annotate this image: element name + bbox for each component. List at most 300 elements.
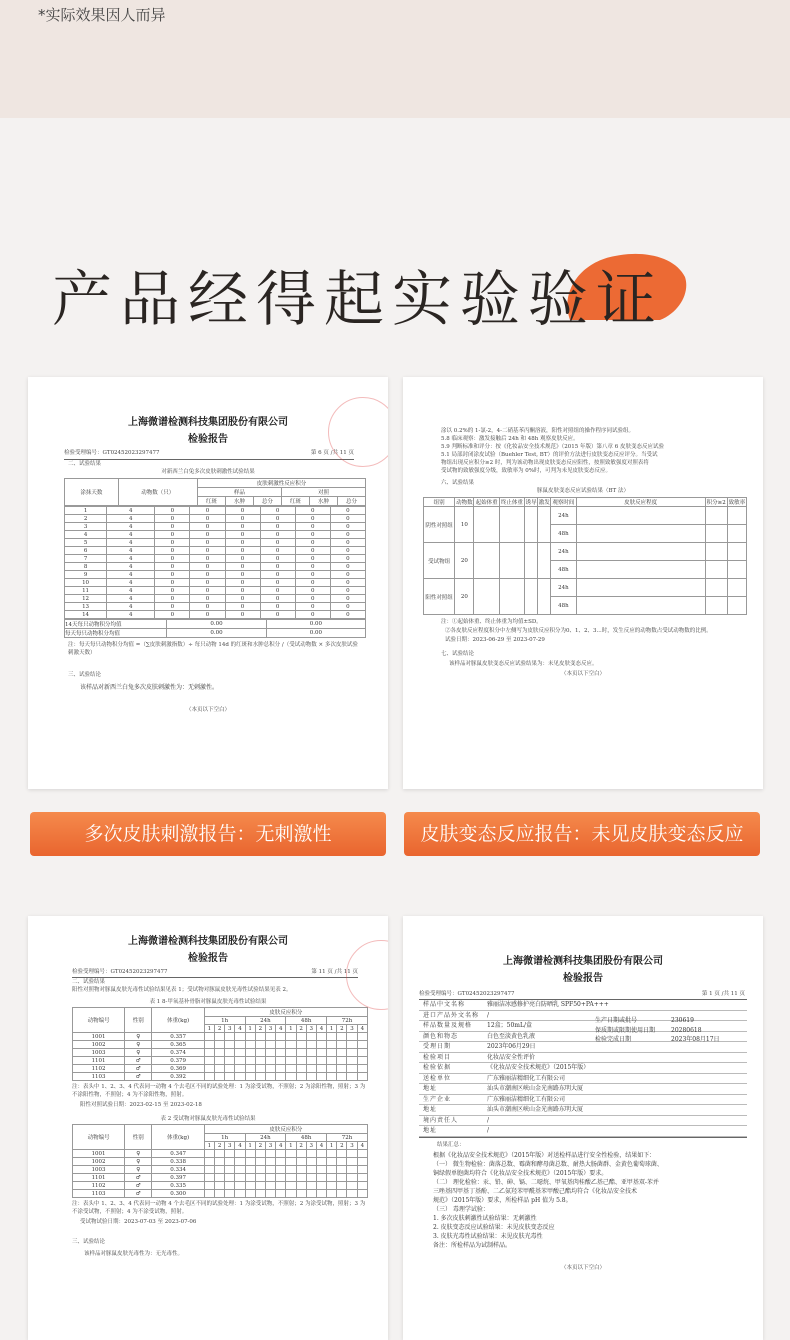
score-cell — [215, 1166, 225, 1174]
score-cell — [225, 1041, 235, 1049]
sex-cell: ♂ — [125, 1057, 152, 1065]
col-header: 24h — [245, 1017, 286, 1025]
info-value: 雅丽洁冰感修护亮白防晒乳 SPF50+PA+++ — [487, 1001, 609, 1008]
score-cell: 0 — [330, 595, 365, 603]
sex-cell: ♂ — [125, 1065, 152, 1073]
score-cell — [327, 1057, 337, 1065]
score-cell — [245, 1033, 255, 1041]
score-cell — [337, 1057, 347, 1065]
page-number: 第 1 页 /共 11 页 — [701, 991, 745, 997]
score-cell — [255, 1065, 265, 1073]
info-value: 2023年06月29日 — [487, 1043, 536, 1050]
table-header — [73, 1125, 368, 1134]
score-cell — [276, 1158, 286, 1166]
score-cell — [306, 1057, 316, 1065]
section-heading: 七、试验结论 — [441, 651, 475, 657]
info-row — [419, 1084, 747, 1095]
col-header: 皮肤反应积分 — [204, 1125, 367, 1134]
col-header: 红斑 — [281, 497, 309, 506]
score-cell — [245, 1182, 255, 1190]
col-header: 1h — [204, 1017, 245, 1025]
score-cell — [225, 1073, 235, 1081]
score-cell — [204, 1166, 214, 1174]
score-cell — [265, 1033, 275, 1041]
score-cell: 0 — [190, 579, 225, 587]
score-cell: 0 — [155, 515, 190, 523]
info-value: 《化妆品安全技术规范》（2015年版） — [487, 1064, 590, 1071]
score-cell — [215, 1158, 225, 1166]
elicit-cell — [538, 579, 551, 615]
table-row — [65, 547, 366, 555]
score-cell — [357, 1065, 367, 1073]
section-header — [0, 232, 790, 342]
report-phototoxicity — [28, 916, 388, 1340]
score-cell — [255, 1073, 265, 1081]
table-row — [65, 595, 366, 603]
score-cell — [245, 1073, 255, 1081]
score-cell: 0 — [225, 603, 260, 611]
info-label: 受理日期 — [423, 1043, 452, 1050]
score-cell: 0 — [260, 603, 295, 611]
score-cell — [357, 1049, 367, 1057]
score-cell: 0 — [260, 563, 295, 571]
time-cell: 48h — [551, 561, 576, 579]
score-cell — [255, 1033, 265, 1041]
score-cell — [215, 1190, 225, 1198]
summary-line: 规范》（2015年版）要求，所检样品 pH 值为 5.8。 — [433, 1196, 572, 1204]
info-value: 广东雅丽洁精细化工有限公司 — [487, 1095, 566, 1103]
score-cell: 0 — [295, 515, 330, 523]
info-value: 汕头市潮南区峡山金光南路东明大厦 — [487, 1085, 584, 1092]
score-cell: 0 — [190, 515, 225, 523]
col-header: 3 — [347, 1025, 357, 1033]
score-cell — [276, 1041, 286, 1049]
score-cell: 0 — [295, 571, 330, 579]
score-cell: 0 — [155, 587, 190, 595]
score-cell — [286, 1041, 296, 1049]
score-cell — [225, 1166, 235, 1174]
summary-line: （一） 微生物检验：菌落总数、霉菌和酵母菌总数、耐热大肠菌群、金黄色葡萄球菌、 — [433, 1160, 663, 1168]
score-cell: 0 — [155, 611, 190, 619]
score-cell: 0 — [260, 595, 295, 603]
day-cell: 6 — [65, 547, 107, 555]
conclusion-text: 该样品对豚鼠皮肤变态反应试验结果为：未见皮肤变态反应。 — [449, 661, 598, 667]
col-header: 1 — [204, 1142, 214, 1150]
col-header: 红斑 — [197, 497, 225, 506]
table-row — [73, 1033, 368, 1041]
score-cell — [235, 1150, 245, 1158]
col-header: 1 — [286, 1025, 296, 1033]
score-cell — [306, 1049, 316, 1057]
score-cell — [255, 1150, 265, 1158]
score-cell — [245, 1057, 255, 1065]
score-cell: 0 — [260, 539, 295, 547]
page-number: 第 6 页 /共 11 页 — [310, 450, 354, 456]
score-cell — [235, 1049, 245, 1057]
score-cell — [265, 1174, 275, 1182]
info-label: 进口产品外文名称 — [423, 1011, 480, 1019]
score-cell — [265, 1041, 275, 1049]
score-cell — [265, 1049, 275, 1057]
score-cell: 0 — [225, 579, 260, 587]
blank-note: （本页以下空白） — [560, 671, 605, 677]
irritation-table-body — [64, 506, 366, 619]
time-cell: 48h — [551, 597, 576, 615]
col-header: 诱导 — [524, 498, 537, 507]
score-cell — [235, 1174, 245, 1182]
score-cell — [327, 1150, 337, 1158]
score-cell: 0 — [260, 555, 295, 563]
score-cell — [576, 597, 705, 615]
score-cell — [235, 1033, 245, 1041]
table-title: 对新西兰白兔多次皮肤刺激性试验结果 — [161, 469, 255, 475]
score-cell — [215, 1057, 225, 1065]
col-header: 观察时间 — [551, 498, 576, 507]
animal-count: 4 — [107, 515, 155, 523]
sex-cell: ♀ — [125, 1049, 152, 1057]
info-label: 生产企业 — [423, 1095, 452, 1103]
weight-cell: 0.347 — [152, 1150, 204, 1158]
score-cell — [235, 1190, 245, 1198]
col-header: 动物编号 — [73, 1125, 125, 1150]
score-cell — [276, 1049, 286, 1057]
method-line: 5.9 判断标准和评分：按《化妆品安全技术规范》（2015 年版）第八章 6 皮肤变态反应试验 — [441, 444, 664, 450]
score-cell: 0 — [225, 507, 260, 515]
table-row — [65, 555, 366, 563]
score-cell: 0 — [260, 587, 295, 595]
score-cell: 0 — [295, 547, 330, 555]
score-cell — [306, 1073, 316, 1081]
section-heading: 六、试验结果 — [441, 480, 475, 486]
score-cell — [576, 507, 705, 525]
count-cell: 20 — [455, 579, 474, 615]
score-cell: 0 — [190, 611, 225, 619]
score-cell: 0 — [330, 531, 365, 539]
info-row — [595, 1035, 745, 1045]
day-cell: 5 — [65, 539, 107, 547]
score-cell — [265, 1182, 275, 1190]
weight-cell: 0.379 — [152, 1057, 204, 1065]
col-header: 2 — [255, 1142, 265, 1150]
animal-count: 4 — [107, 523, 155, 531]
weight-cell: 0.392 — [152, 1073, 204, 1081]
report-skin-sensitization — [403, 377, 763, 789]
score-cell — [225, 1057, 235, 1065]
report-summary — [403, 916, 763, 1340]
weight-cell: 0.338 — [152, 1158, 204, 1166]
summary-line: 3. 皮肤光毒性试验结果：未见皮肤光毒性 — [433, 1232, 543, 1240]
weight-cell: 0.365 — [152, 1041, 204, 1049]
col-header: 3 — [225, 1142, 235, 1150]
score-cell — [204, 1150, 214, 1158]
table-row — [65, 515, 366, 523]
sex-cell: ♀ — [125, 1166, 152, 1174]
info-row — [419, 1063, 747, 1074]
pos-count — [705, 525, 727, 543]
method-line: 物组出现反应积分≥2 时，判为该动物出现皮肤变态反应阳性，按照致敏强度对照表将 — [441, 460, 649, 466]
company-name: 上海微谱检测科技集团股份有限公司 — [128, 417, 288, 428]
time-cell: 24h — [551, 579, 576, 597]
score-cell — [286, 1190, 296, 1198]
score-cell — [306, 1033, 316, 1041]
score-cell — [265, 1158, 275, 1166]
score-cell — [306, 1174, 316, 1182]
test-date: 试验日期：2023-06-29 至 2023-07-29 — [445, 637, 545, 643]
score-cell — [204, 1073, 214, 1081]
table-row — [424, 507, 747, 525]
score-cell: 0 — [330, 515, 365, 523]
table-title: 表 2 受试物对豚鼠皮肤光毒性试验结果 — [160, 1116, 256, 1122]
id-cell: 1101 — [73, 1057, 125, 1065]
info-label: 样品数量及规格 — [423, 1022, 473, 1029]
day-cell: 2 — [65, 515, 107, 523]
score-cell — [316, 1033, 326, 1041]
score-cell — [357, 1182, 367, 1190]
score-cell — [235, 1073, 245, 1081]
score-cell — [255, 1041, 265, 1049]
animal-count: 4 — [107, 603, 155, 611]
group-cell: 阴性对照组 — [424, 507, 455, 543]
id-cell: 1001 — [73, 1150, 125, 1158]
score-cell: 0 — [330, 611, 365, 619]
score-cell: 0 — [155, 539, 190, 547]
score-cell — [235, 1166, 245, 1174]
time-cell: 24h — [551, 507, 576, 525]
score-cell — [215, 1033, 225, 1041]
info-label: 生产日期或批号 — [595, 1017, 638, 1024]
footnote: ②各皮肤反应程度积分中左侧写为皮肤反应积分为0、1、2、3...时，发生反应的动物数占受试动物数的比例。 — [445, 628, 712, 634]
score-cell — [327, 1182, 337, 1190]
col-header: 3 — [265, 1142, 275, 1150]
animal-count: 4 — [107, 547, 155, 555]
col-header: 2 — [337, 1025, 347, 1033]
info-row — [595, 1026, 745, 1036]
info-label: 送检单位 — [423, 1074, 452, 1082]
table-title: 表 1 8-甲氧基补骨脂对豚鼠皮肤光毒性试验结果 — [149, 999, 267, 1005]
score-cell — [286, 1073, 296, 1081]
col-header: 2 — [215, 1025, 225, 1033]
rate-cell — [727, 579, 746, 597]
day-cell: 7 — [65, 555, 107, 563]
score-cell: 0 — [155, 563, 190, 571]
score-cell — [347, 1033, 357, 1041]
score-cell — [327, 1065, 337, 1073]
score-cell — [337, 1174, 347, 1182]
score-cell — [337, 1158, 347, 1166]
col-header: 72h — [327, 1017, 368, 1025]
score-cell: 0 — [330, 563, 365, 571]
animal-count: 4 — [107, 539, 155, 547]
score-cell: 0 — [330, 539, 365, 547]
score-cell: 0 — [260, 507, 295, 515]
score-cell — [576, 525, 705, 543]
col-header: 对照 — [281, 488, 365, 497]
col-header: 皮肤反应积分 — [204, 1008, 367, 1017]
weight-cell — [474, 543, 499, 579]
col-header: 动物编号 — [73, 1008, 125, 1033]
company-name: 上海微谱检测科技集团股份有限公司 — [503, 956, 663, 967]
animal-count: 4 — [107, 555, 155, 563]
info-value: / — [487, 1127, 490, 1134]
col-header: 1 — [204, 1025, 214, 1033]
rate-cell — [727, 597, 746, 615]
score-cell — [286, 1033, 296, 1041]
info-label: 地址 — [423, 1106, 438, 1113]
score-cell — [337, 1065, 347, 1073]
score-cell — [337, 1073, 347, 1081]
weight-cell: 0.300 — [152, 1190, 204, 1198]
col-header: 1 — [327, 1025, 337, 1033]
animal-count: 4 — [107, 507, 155, 515]
score-cell: 0 — [330, 603, 365, 611]
score-cell — [286, 1065, 296, 1073]
score-cell — [215, 1065, 225, 1073]
score-cell: 0 — [155, 507, 190, 515]
score-cell — [215, 1041, 225, 1049]
score-cell — [204, 1065, 214, 1073]
score-cell — [357, 1033, 367, 1041]
weight-cell — [499, 579, 524, 615]
day-cell: 1 — [65, 507, 107, 515]
score-cell: 0 — [225, 571, 260, 579]
score-cell — [215, 1150, 225, 1158]
col-header: 致敏率 — [727, 498, 746, 507]
col-header: 48h — [286, 1134, 327, 1142]
score-cell: 0 — [330, 579, 365, 587]
score-cell — [235, 1041, 245, 1049]
score-cell — [296, 1182, 306, 1190]
score-cell — [204, 1182, 214, 1190]
report-title: 检验报告 — [188, 953, 228, 964]
info-label: 地址 — [423, 1127, 438, 1134]
table-row — [73, 1041, 368, 1049]
pos-count — [705, 543, 727, 561]
blank-note: （本页以下空白） — [185, 707, 230, 713]
col-header: 3 — [306, 1025, 316, 1033]
score-cell — [316, 1190, 326, 1198]
score-cell — [347, 1073, 357, 1081]
score-cell: 0 — [155, 603, 190, 611]
score-cell — [255, 1158, 265, 1166]
method-line: 5.1 局部封闭涂皮试验（Buehler Test, BT）的评价方法进行皮肤变态反应评分。当受试 — [441, 452, 658, 458]
score-cell — [204, 1033, 214, 1041]
test-date: 阳性对照试验日期：2023-02-15 至 2023-02-18 — [80, 1102, 202, 1108]
col-header: 积分≥2 — [705, 498, 727, 507]
day-cell: 10 — [65, 579, 107, 587]
pos-count — [705, 561, 727, 579]
table-row — [73, 1182, 368, 1190]
col-header: 3 — [225, 1025, 235, 1033]
rate-cell — [727, 561, 746, 579]
col-header: 涂抹天数 — [65, 479, 119, 506]
table-row — [65, 587, 366, 595]
score-cell — [296, 1190, 306, 1198]
table-row — [73, 1166, 368, 1174]
id-cell: 1002 — [73, 1041, 125, 1049]
score-cell: 0 — [190, 523, 225, 531]
info-value: 20280618 — [671, 1026, 702, 1034]
score-cell — [276, 1033, 286, 1041]
table-row — [73, 1065, 368, 1073]
table-row — [65, 539, 366, 547]
score-cell — [306, 1166, 316, 1174]
blank-note: （本页以下空白） — [560, 1264, 605, 1271]
weight-cell — [474, 507, 499, 543]
score-cell: 0 — [225, 531, 260, 539]
score-cell — [347, 1166, 357, 1174]
col-header: 水肿 — [225, 497, 253, 506]
weight-cell — [474, 579, 499, 615]
info-row — [419, 1095, 747, 1106]
score-cell: 0 — [260, 611, 295, 619]
score-cell — [204, 1190, 214, 1198]
score-cell — [225, 1190, 235, 1198]
info-label: 境内责任人 — [423, 1116, 459, 1124]
table-row — [73, 1057, 368, 1065]
score-cell — [255, 1182, 265, 1190]
score-cell: 0 — [190, 547, 225, 555]
col-header: 1 — [327, 1142, 337, 1150]
score-cell — [286, 1150, 296, 1158]
col-header: 动物数（只） — [118, 479, 197, 506]
score-cell — [357, 1150, 367, 1158]
phototox-table-positive — [72, 1007, 368, 1081]
score-cell — [204, 1057, 214, 1065]
info-row — [419, 1105, 747, 1116]
day-cell: 14 — [65, 611, 107, 619]
score-cell — [296, 1041, 306, 1049]
score-cell — [204, 1174, 214, 1182]
score-cell — [306, 1150, 316, 1158]
score-cell — [225, 1182, 235, 1190]
receipt-number: 检验受理编号：GT02452023297477 — [419, 991, 515, 997]
score-cell: 0 — [225, 555, 260, 563]
day-cell: 13 — [65, 603, 107, 611]
day-cell: 8 — [65, 563, 107, 571]
score-cell — [265, 1166, 275, 1174]
score-cell — [204, 1158, 214, 1166]
score-cell — [316, 1158, 326, 1166]
col-header: 起始体重 — [474, 498, 499, 507]
info-label: 颜色和物态 — [423, 1032, 459, 1040]
id-cell: 1003 — [73, 1049, 125, 1057]
animal-count: 4 — [107, 587, 155, 595]
score-cell — [235, 1182, 245, 1190]
score-cell — [276, 1057, 286, 1065]
score-cell — [245, 1150, 255, 1158]
sex-cell: ♀ — [125, 1033, 152, 1041]
score-cell — [286, 1166, 296, 1174]
score-cell — [357, 1190, 367, 1198]
score-cell: 0 — [225, 539, 260, 547]
col-header: 1h — [204, 1134, 245, 1142]
page-title: 产品经得起实验验证 — [52, 265, 664, 335]
score-cell — [357, 1166, 367, 1174]
time-cell: 48h — [551, 525, 576, 543]
table-row — [65, 579, 366, 587]
day-cell: 3 — [65, 523, 107, 531]
elicit-cell — [538, 543, 551, 579]
rate-cell — [727, 525, 746, 543]
table-header — [424, 498, 747, 507]
id-cell: 1002 — [73, 1158, 125, 1166]
score-cell — [306, 1065, 316, 1073]
score-cell: 0 — [190, 587, 225, 595]
induce-cell — [524, 543, 537, 579]
info-value: 12盒；50mL/盒 — [487, 1022, 532, 1029]
score-cell: 0 — [155, 571, 190, 579]
col-header: 2 — [296, 1025, 306, 1033]
